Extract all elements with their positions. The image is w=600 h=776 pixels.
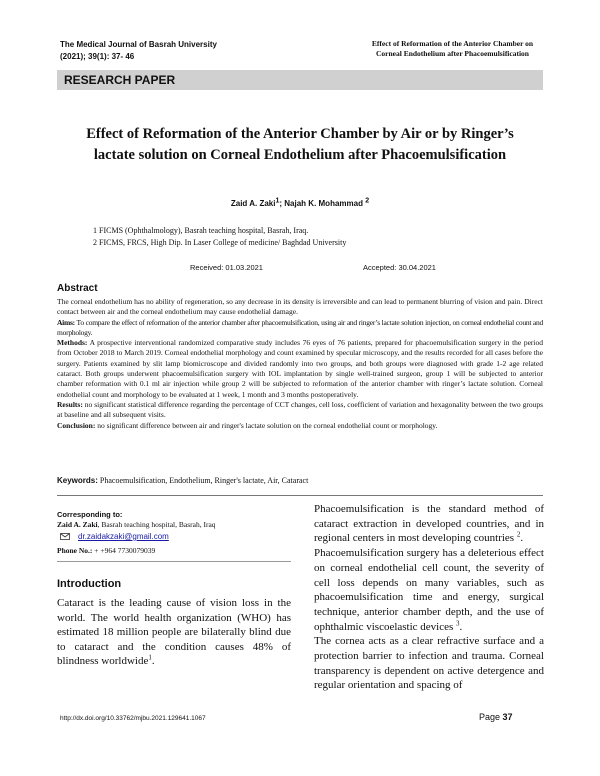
email-link[interactable]: dr.zaidakzaki@gmail.com (78, 532, 169, 541)
affiliation-2: 2 FICMS, FRCS, High Dip. In Laser College of medicine/ Baghdad University (93, 238, 347, 247)
abstract-intro: The corneal endothelium has no ability of regeneration, so any decrease in its density is irreversible and can lead to permanent blurring of vision and pain. Direct contact between air and the corneal endothelium may cause endothelial damage. (57, 297, 543, 317)
abstract-aims: Aims: To compare the effect of reformation of the anterior chamber after phacoemulsification, using air and ringer’s lactate solution injection, on corneal endothelial count and morphology. (57, 317, 543, 337)
accepted-date: Accepted: 30.04.2021 (363, 263, 436, 272)
author-list: Zaid A. Zaki$^1$; Najah K. Mohammad $^2$ (230, 197, 370, 208)
journal-name: The Medical Journal of Basrah University (60, 40, 217, 49)
journal-header (60, 39, 217, 63)
abstract-conclusion: Conclusion: no significant difference between air and ringer's lactate solution on the corneal endothelial count or morphology. (57, 420, 438, 430)
body-right-column (314, 502, 544, 693)
abstract-methods: Methods: A prospective interventional randomized comparative study includes 76 eyes of 76 patients, prepared for phacoemulsification surgery in the period from October 2018 to March 2019. Corneal endothelial morphology and count examined by specular microscopy, and the results recorded for all cases before the surgery. Patients examined by slit lamp biomicroscope and divided randomly into two groups, and both groups were diagnosed with grade 1-2 age related cataract. Both groups underwent phacoemulsification surgery with IOL implantation by single well-trained surgeon, group 1 will be subjected to anterior chamber reformation with 0.1 ml air injection while group 2 will be subjected to reformation of the anterior chamber with ringer’s lactate solution. Corneal endothelial count and morphology to be evaluated at 1 week, 1 month and 3 months postoperatively. (57, 338, 543, 399)
paragraph: Phacoemulsification surgery has a deleterious effect on corneal endothelial cell count, the severity of cell loss depends on many variables, such as phacoemulsification time and energy, surgical technique, anterior chamber depth, and the use of ophthalmic viscoelastic devices $^3$. (314, 547, 544, 633)
keywords: Keywords: Phacoemulsification, Endothelium, Ringer's lactate, Air, Cataract (57, 476, 309, 485)
journal-issue: (2021); 39(1): 37- 46 (60, 52, 135, 61)
paragraph: The cornea acts as a clear refractive surface and a protection barrier to infection and trauma. Corneal transparency is dependent on active detergence and regular orientation and spacing of (314, 635, 544, 692)
correspondence-heading: Corresponding to: (57, 510, 123, 519)
paragraph: Phacoemulsification is the standard method of cataract extraction in developed countries, and in regional centers in most developing countries $^2$. (314, 503, 544, 545)
abstract-body (57, 297, 543, 431)
author-1: Zaid A. Zaki (230, 199, 276, 208)
affiliation-1: 1 FICMS (Ophthalmology), Basrah teaching hospital, Basrah, Iraq. (93, 226, 309, 235)
introduction-text: Cataract is the leading cause of vision loss in the world. The world health organization (WHO) has estimated 18 million people are bilaterally blind due to cataract and the condition causes 48% of blindness worldwide$^1$. (57, 597, 291, 668)
paper-title: Effect of Reformation of the Anterior Chamber by Air or by Ringer’s lactate solution on Corneal Endothelium after Phacoemulsification (86, 126, 514, 163)
envelope-icon (60, 533, 70, 540)
doi-link[interactable]: http://dx.doi.org/10.33762/mjbu.2021.129641.1067 (60, 715, 206, 722)
divider (57, 495, 543, 496)
correspondence-author: Zaid A. Zaki, Basrah teaching hospital, Basrah, Iraq (57, 520, 216, 529)
page-number: Page 37 (479, 712, 513, 722)
correspondence-phone: Phone No.: + +964 7730079039 (57, 546, 156, 555)
correspondence-email-row (57, 532, 169, 541)
abstract-heading: Abstract (57, 283, 98, 294)
running-title: Effect of Reformation of the Anterior Chamber on Corneal Endothelium after Phacoemulsification (371, 39, 534, 58)
received-date: Received: 01.03.2021 (190, 263, 263, 272)
author-2: Najah K. Mohammad (284, 199, 363, 208)
abstract-results: Results: no significant statistical difference regarding the percentage of CCT changes, cell loss, coefficient of variation and hexagonality between the two groups at baseline and all subsequent visits. (57, 399, 543, 420)
introduction-heading: Introduction (57, 578, 122, 590)
section-label: RESEARCH PAPER (64, 73, 176, 87)
correspondence-divider (57, 561, 291, 562)
